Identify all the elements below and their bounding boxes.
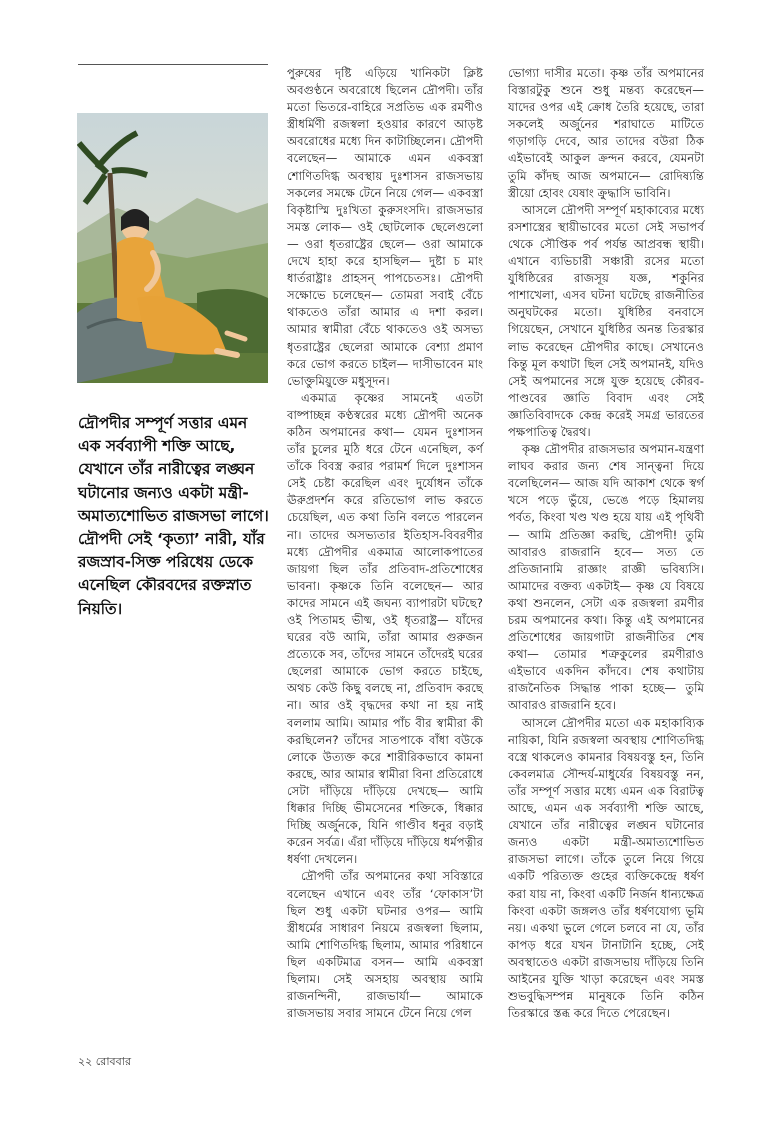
article-column-2 [508, 65, 704, 1022]
pull-quote: দ্রৌপদীর সম্পূর্ণ সত্তার এমন এক সর্বব্যাপী শক্তি আছে, যেখানে তাঁর নারীত্বের লঙ্ঘন ঘটানোর জন্যও একটা মন্ত্রী-অমাত্যশোভিত রাজসভা লাগে। দ্রৌপদী সেই ‘কৃত্যা’ নারী, যাঁর রজস্রাব-সিক্ত পরিধেয় ডেকে এনেছিল কৌরবদের রক্তস্নাত নিয়তি। [78, 414, 269, 618]
top-rule [78, 64, 268, 65]
page-folio: ২২ রোববার [78, 1055, 131, 1068]
article-column-1 [287, 65, 483, 1022]
paragraph: পুরুষের দৃষ্টি এড়িয়ে খানিকটা ক্লিষ্ট অবগুণ্ঠনে অবরোধে ছিলেন দ্রৌপদী। তাঁর মতো ভিতরে-বাহিরে সপ্রতিভ এক রমণীও স্ত্রীধর্মিণী রজস্বলা হওয়ার কারণে আড়ষ্ট অবরোধের মধ্যে দিন কাটাচ্ছিলেন। দ্রৌপদী বলেছেন— আমাকে এমন একবস্ত্রা শোণিতদিগ্ধ অবস্থায় দুঃশাসন রাজসভায় সকলের সমক্ষে টেনে নিয়ে গেল— একবস্ত্রা বিকৃষ্টাস্মি দুঃখিতা কুরুসংসদি। রাজসভার সমস্ত লোক— ওই ছোটলোক ছেলেগুলো— ওরা ধৃতরাষ্ট্রের ছেলে— ওরা আমাকে দেখে হাহা করে হাসছিল— দুষ্টা চ মাং ধার্তরাষ্ট্রাঃ প্রাহসন্ পাপচেতসঃ। দ্রৌপদী সক্ষোভে চলেছেন— তোমরা সবাই বেঁচে থাকতেও তাঁরা আমার এ দশা করল। আমার স্বামীরা বেঁচে থাকতেও ওই অসভ্য ধৃতরাষ্ট্রের ছেলেরা আমাকে বেশ্যা প্রমাণ করে ভোগ করতে চাইল— দাসীভাবেন মাং ভোক্তুমিয়ুক্তে মধুসূদন। [287, 66, 483, 388]
paragraph: দ্রৌপদী তাঁর অপমানের কথা সবিস্তারে বলেছেন এখানে এবং তাঁর ‘ফোকাস’টা ছিল শুধু একটা ঘটনার ওপর— আমি স্ত্রীধর্মের সাধারণ নিয়মে রজস্বলা ছিলাম, আমি শোণিতদিগ্ধ ছিলাম, আমার পরিধানে ছিল একটিমাত্র বসন— আমি একবস্ত্রা ছিলাম। সেই অসহায় অবস্থায় আমি রাজনন্দিনী, রাজভার্যা— আমাকে রাজসভায় সবার সামনে টেনে নিয়ে গেল [287, 869, 483, 1021]
paragraph: আসলে দ্রৌপদীর মতো এক মহাকাব্যিক নায়িকা, যিনি রজস্বলা অবস্থায় শোণিতদিগ্ধ বস্ত্রে থাকলেও কামনার বিষয়বস্তু হন, তিনি কেবলমাত্র সৌন্দর্য-মাধুর্যের বিষয়বস্তু নন, তাঁর সম্পূর্ণ সত্তার মধ্যে এমন এক বিরাটত্ব আছে, এমন এক সর্বব্যাপী শক্তি আছে, যেখানে তাঁর নারীত্বের লঙ্ঘন ঘটানোর জন্যও একটা মন্ত্রী-অমাত্যশোভিত রাজসভা লাগে। তাঁকে তুলে নিয়ে গিয়ে একটি পরিত্যক্ত গুহের ব্যক্তিকেন্দ্রে ধর্ষণ করা যায় না, কিংবা একটি নির্জন ধান্যক্ষেত্র কিংবা একটা জঙ্গলও তাঁর ধর্ষণযোগ্য ভূমি নয়। একথা ভুলে গেলে চলবে না যে, তাঁর কাপড় ধরে যখন টানাটানি হচ্ছে, সেই অবস্থাতেও একটা রাজসভায় দাঁড়িয়ে তিনি আইনের যুক্তি খাড়া করেছেন এবং সমস্ত শুভবুদ্ধিসম্পন্ন মানুষকে তিনি কঠিন তিরস্কারে স্তব্ধ করে দিতে পেরেছেন। [508, 715, 704, 1021]
paragraph: আসলে দ্রৌপদী সম্পূর্ণ মহাকাব্যের মধ্যে রসশাস্ত্রের স্থায়ীভাবের মতো সেই সভাপর্ব থেকে সৌপ্তিক পর্ব পর্যন্ত আপ্রবন্ধ স্থায়ী। এখানে ব্যভিচারী সঞ্চারী রসের মতো যুধিষ্ঠিরের রাজসূয় যজ্ঞ, শকুনির পাশাখেলা, এসব ঘটনা ঘটেছে রাজনীতির অনুঘটকের মতো। যুধিষ্ঠির বনবাসে গিয়েছেন, সেখানে যুধিষ্ঠির অনন্ত তিরস্কার লাভ করেছেন দ্রৌপদীর কাছে। সেখানেও কিন্তু মূল কথাটা ছিল সেই অপমানই, যদিও সেই অপমানের সঙ্গে যুক্ত হয়েছে কৌরব-পাণ্ডবের জ্ঞাতি বিবাদ এবং সেই জ্ঞাতিবিবাদকে কেন্দ্র করেই সমগ্র ভারতের পক্ষপাতিত্ব দ্বৈরথ। [508, 202, 704, 439]
draupadi-painting-icon [77, 113, 268, 383]
paragraph: ভোগ্যা দাসীর মতো। কৃষ্ণ তাঁর অপমানের বিস্তারটুকু শুনে শুধু মন্তব্য করেছেন— যাদের ওপর এই ক্রোধ তৈরি হয়েছে, তারা সকলেই অর্জুনের শরাঘাতে মাটিতে গড়াগড়ি দেবে, আর তাদের বউরা ঠিক এইভাবেই আকুল ক্রন্দন করবে, যেমনটা তুমি কাঁদছ আজ অপমানে— রোদিষ্যন্তি স্ত্রীয়ো হোবং যেষাং ক্রুদ্ধাসি ভাবিনি। [508, 66, 704, 200]
paragraph: একমাত্র কৃষ্ণের সামনেই এতটা বাষ্পাচ্ছন্ন কণ্ঠস্বরের মধ্যে দ্রৌপদী অনেক কঠিন অপমানের কথা— যেমন দুঃশাসন তাঁর চুলের মুঠি ধরে টেনে এনেছিল, কর্ণ তাঁকে বিবস্ত্র করার পরামর্শ দিলে দুঃশাসন সেই চেষ্টা করেছিল এবং দুর্যোধন তাঁকে ঊরুপ্রদর্শন করে রতিভোগ লাভ করতে চেয়েছিল, এত কথা তিনি বলতে পারলেন না। তাদের অসভ্যতার ইতিহাস-বিবরণীর মধ্যে দ্রৌপদীর একমাত্র আলোকপাতের জায়গা ছিল তাঁর প্রতিবাদ-প্রতিশোধের ভাবনা। কৃষ্ণকে তিনি বলেছেন— আর কাদের সামনে এই জঘন্য ব্যাপারটা ঘটছে? ওই পিতামহ ভীষ্ম, ওই ধৃতরাষ্ট্র— যাঁদের ঘরের বউ আমি, তাঁরা আমার গুরুজন প্রত্যেকে সব, তাঁদের সামনে তাঁদেরই ঘরের ছেলেরা আমাকে ভোগ করতে চাইছে, অথচ কেউ কিছু বলছে না, প্রতিবাদ করছে না। আর ওই বৃদ্ধদের কথা না হয় নাই বললাম আমি। আমার পাঁচ বীর স্বামীরা কী করছিলেন? তাঁদের সাতপাকে বাঁধা বউকে লোকে উত্যক্ত করে শারীরিকভাবে কামনা করছে, আর আমার স্বামীরা বিনা প্রতিরোধে সেটা দাঁড়িয়ে দাঁড়িয়ে দেখছে— আমি ধিক্কার দিচ্ছি ভীমসেনের শক্তিকে, ধিক্কার দিচ্ছি অর্জুনকে, যিনি গাণ্ডীব ধনুর বড়াই করেন সর্বত্র। এঁরা দাঁড়িয়ে দাঁড়িয়ে ধর্মপত্নীর ধর্ষণা দেখলেন। [287, 390, 483, 867]
paragraph: কৃষ্ণ দ্রৌপদীর রাজসভার অপমান-যন্ত্রণা লাঘব করার জন্য শেষ সান্ত্বনা দিয়ে বলেছিলেন— আজ যদি আকাশ থেকে স্বর্গ খসে পড়ে ভুঁয়ে, ভেঙে পড়ে হিমালয় পর্বত, কিংবা খণ্ড খণ্ড হয়ে যায় এই পৃথিবী— আমি প্রতিজ্ঞা করছি, দ্রৌপদী! তুমি আবারও রাজরানি হবে— সত্য তে প্রতিজানামি রাজ্ঞাং রাজ্ঞী ভবিষ্যসি। আমাদের বক্তব্য একটাই— কৃষ্ণ যে বিষয়ে কথা শুনলেন, সেটা এক রজস্বলা রমণীর চরম অপমানের কথা। কিন্তু এই অপমানের প্রতিশোধের জায়গাটা রাজনীতির শেষ কথা— তোমার শত্রুকুলের রমণীরাও এইভাবে একদিন কাঁদবে। শেষ কথাটায় রাজনৈতিক সিদ্ধান্ত পাকা হচ্ছে— তুমি আবারও রাজরানি হবে। [508, 442, 704, 713]
